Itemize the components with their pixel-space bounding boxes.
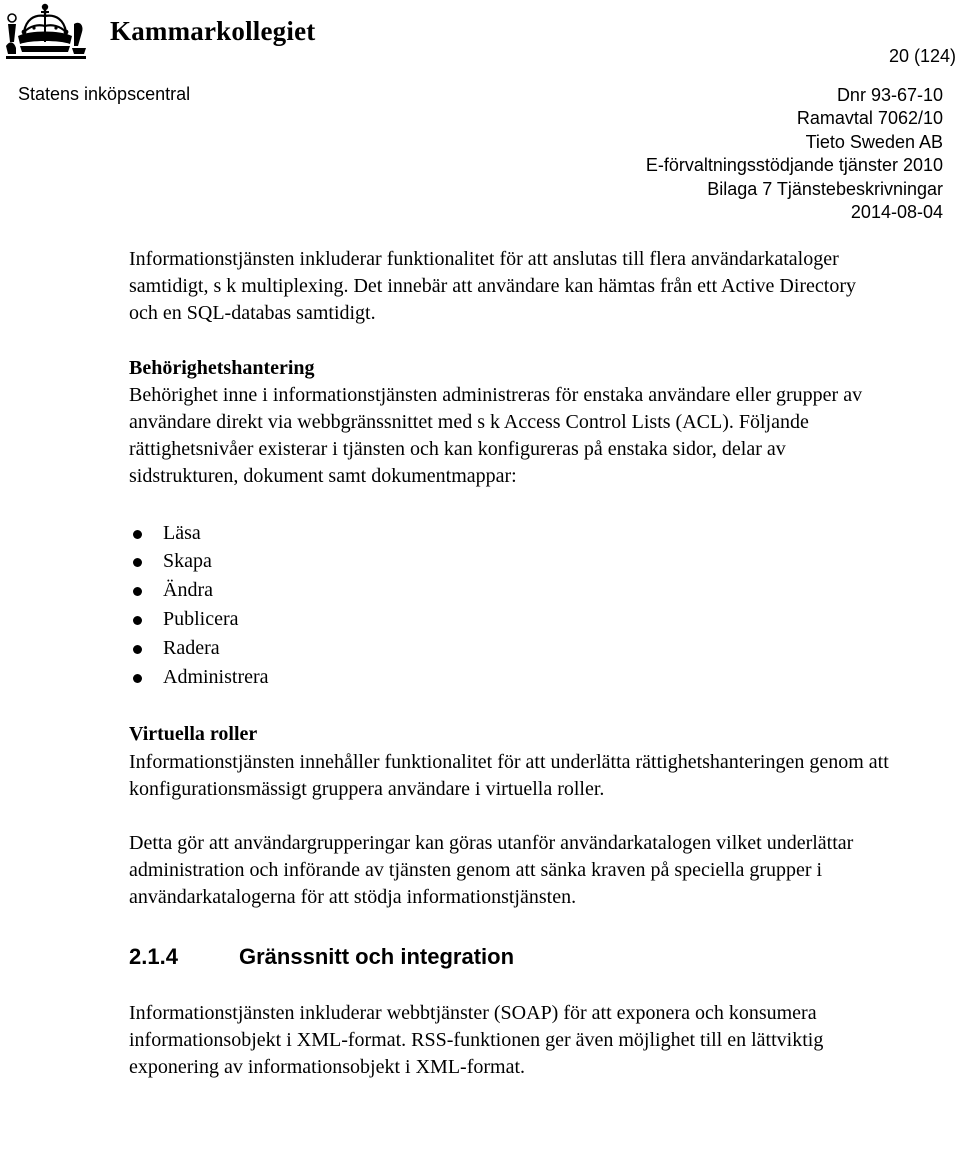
meta-appendix: Bilaga 7 Tjänstebeskrivningar (707, 178, 943, 199)
organization-name: Statens inköpscentral (18, 84, 191, 104)
subheading-behorighetshantering: Behörighetshantering (129, 356, 315, 379)
section-heading (129, 942, 889, 972)
meta-ramavtal: Ramavtal 7062/10 (796, 108, 943, 129)
paragraph-behorighet: Behörighet inne i informationstjänsten administreras för enstaka användare eller grupper av användare direkt via webbgränssnittet med s k Access Control Lists (ACL). Följande rättighetsnivåer existerar i tjänsten och kan konfigureras på enstaka sidor, delar av sidstrukturen, dokument samt dokumentmappar: (129, 383, 863, 488)
paragraph-multiplexing: Informationstjänsten inkluderar funktionalitet för att anslutas till flera användarkataloger samtidigt, s k multiplexing. Det innebär att användare kan hämtas från ett Active Directory och en SQL-databas samtidigt. (129, 248, 857, 325)
list-item: Publicera (129, 605, 889, 634)
subheading-virtuella-roller: Virtuella roller (129, 723, 258, 746)
list-item: Administrera (129, 663, 889, 692)
document-meta (646, 84, 943, 224)
document-body (129, 246, 889, 1081)
page-number: 20 (124) (888, 46, 956, 66)
logo-wordmark: Kammarkollegiet (110, 16, 316, 46)
permission-level-list (129, 519, 889, 692)
meta-area: E-förvaltningsstödjande tjänster 2010 (645, 155, 943, 176)
paragraph-virtuella-roller: Informationstjänsten innehåller funktionalitet för att underlätta rättighetshanteringen genom att konfigurationsmässigt gruppera användare i virtuella roller. (129, 750, 889, 800)
meta-supplier: Tieto Sweden AB (805, 131, 943, 152)
list-item: Radera (129, 634, 889, 663)
kammarkollegiet-logo (4, 2, 314, 64)
list-item: Skapa (129, 547, 889, 576)
crown-icon (4, 2, 104, 64)
list-item: Ändra (129, 576, 889, 605)
paragraph-anvandargrupperingar: Detta gör att användargrupperingar kan göras utanför användarkatalogen vilket underlättar administration och införande av tjänsten genom att sänka kraven på speciella grupper i användarkatalogerna för att stödja informationstjänsten. (129, 832, 854, 909)
section-title: Gränssnitt och integration (239, 943, 515, 969)
meta-date: 2014-08-04 (850, 202, 943, 223)
list-item: Läsa (129, 519, 889, 548)
paragraph-grannssnitt: Informationstjänsten inkluderar webbtjänster (SOAP) för att exponera och konsumera informationsobjekt i XML-format. RSS-funktionen ger även möjlighet till en lättviktig exponering av informationsobjekt i XML-format. (129, 1001, 824, 1079)
meta-dnr: Dnr 93-67-10 (836, 85, 943, 105)
section-number: 2.1.4 (129, 943, 178, 969)
